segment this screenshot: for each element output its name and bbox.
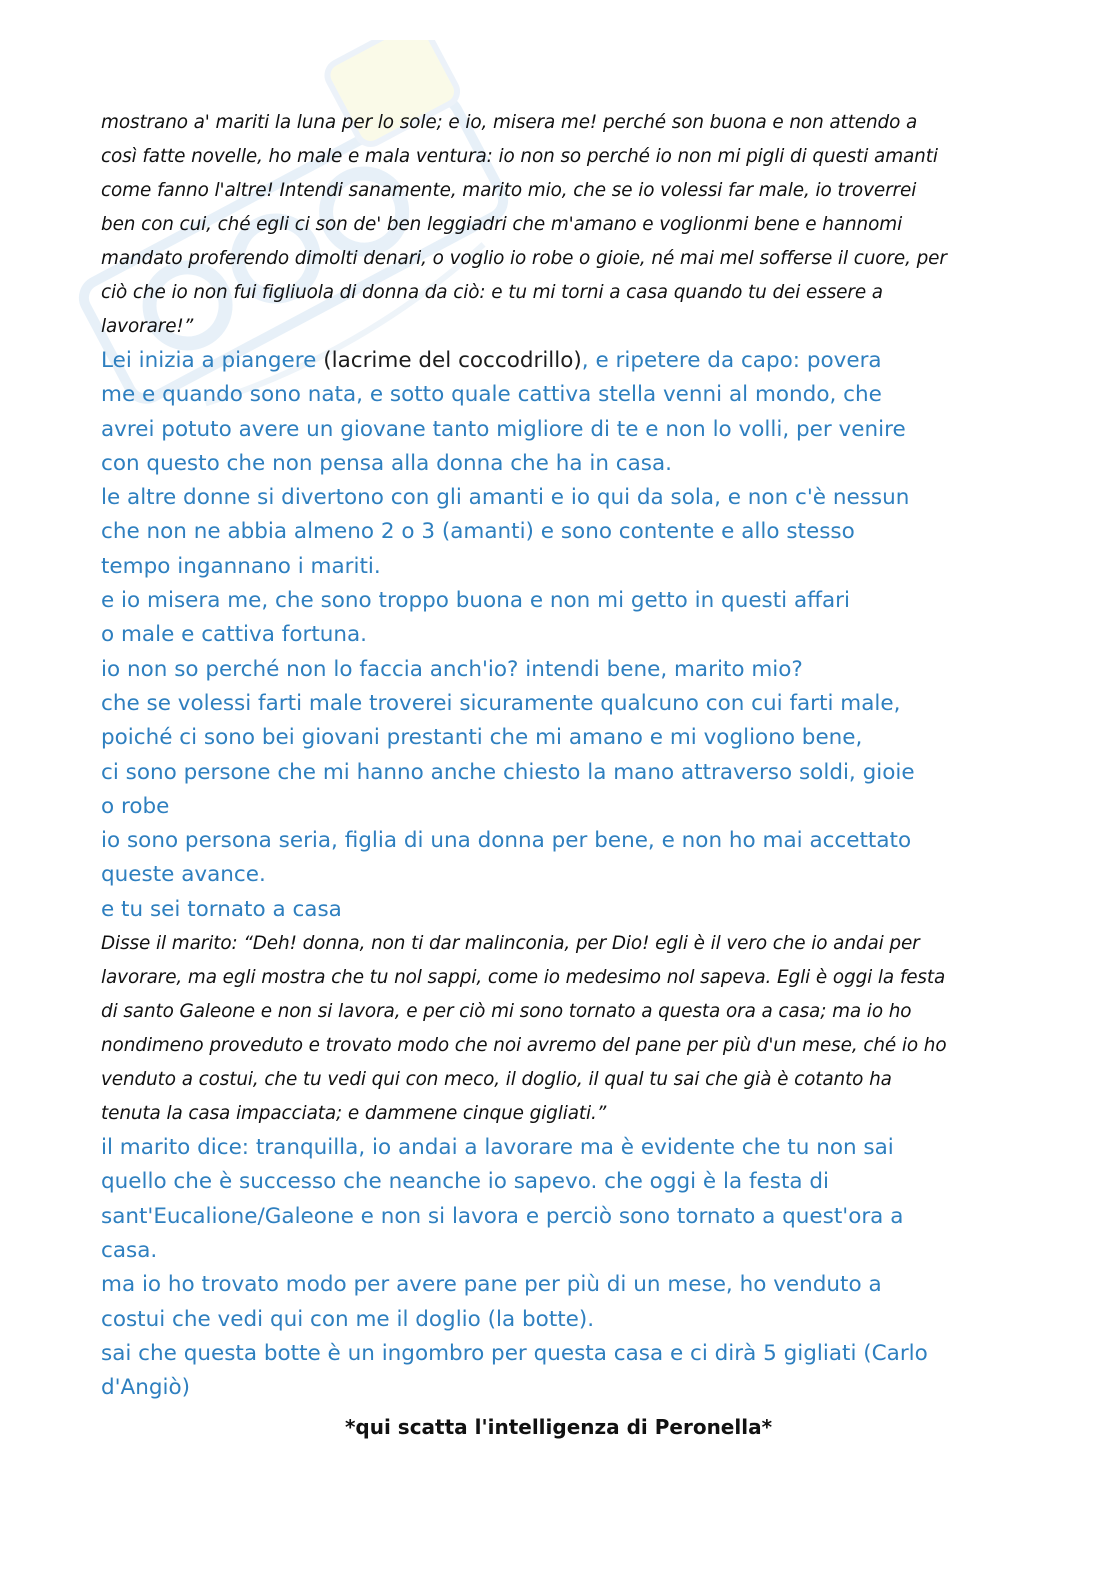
quote-line: ciò che io non fui figliuola di donna da ciò: e tu mi torni a casa quando tu dei essere a (101, 282, 883, 303)
paraphrase-line: con questo che non pensa alla donna che ha in casa. (101, 450, 672, 476)
closing-note: *qui scatta l'intelligenza di Peronella* (344, 1415, 773, 1440)
paraphrase-first-line (101, 344, 1016, 378)
quote-line: Disse il marito: “Deh! donna, non ti dar malinconia, per Dio! egli è il vero che io andai per (101, 933, 920, 955)
quote-line: venduto a costui, che tu vedi qui con meco, il doglio, il qual tu sai che già è cotanto ha (101, 1069, 892, 1091)
quote-line: ben con cui, ché egli ci son de' ben leggiadri che m'amano e voglionmi bene e hannomi (101, 214, 903, 235)
quote-line: mandato proferendo dimolti denari, o voglio io robe o gioie, né mai mel sofferse il cuore, per (101, 248, 947, 269)
paraphrase-line: me e quando sono nata, e sotto quale cattiva stella venni al mondo, che (101, 382, 882, 408)
paraphrase-line: casa. (101, 1237, 158, 1263)
paraphrase-line: costui che vedi qui con me il doglio (la botte). (101, 1306, 595, 1332)
quote-line: lavorare, ma egli mostra che tu nol sappi, come io medesimo nol sapeva. Egli è oggi la festa (101, 967, 946, 989)
paraphrase-line: le altre donne si divertono con gli amanti e io qui da sola, e non c'è nessun (101, 485, 910, 511)
paraphrase-line: queste avance. (101, 862, 266, 888)
quote-line: così fatte novelle, ho male e mala ventura: io non so perché io non mi pigli di questi amanti (101, 146, 938, 167)
boccaccio-quote-husband (101, 927, 1016, 1131)
paraphrase-line: ma io ho trovato modo per avere pane per più di un mese, ho venduto a (101, 1272, 882, 1298)
paraphrase-line: d'Angiò) (101, 1375, 191, 1401)
paraphrase-line: tempo ingannano i mariti. (101, 553, 381, 579)
quote-line: di santo Galeone e non si lavora, e per ciò mi sono tornato a questa ora a casa; ma io ho (101, 1001, 912, 1023)
boccaccio-quote-wife (101, 106, 1016, 344)
paraphrase-text: , e ripetere da capo: povera (581, 348, 882, 373)
paraphrase-line: sant'Eucalione/Galeone e non si lavora e perciò sono tornato a quest'ora a (101, 1203, 904, 1229)
paraphrase-line: che non ne abbia almeno 2 o 3 (amanti) e sono contente e allo stesso (101, 519, 855, 545)
paraphrase-line: poiché ci sono bei giovani prestanti che mi amano e mi vogliono bene, (101, 725, 863, 751)
paraphrase-line: ci sono persone che mi hanno anche chiesto la mano attraverso soldi, gioie (101, 759, 915, 785)
quote-line: lavorare!” (101, 316, 194, 337)
quote-line: nondimeno proveduto e trovato modo che noi avremo del pane per più d'un mese, ché io ho (101, 1035, 947, 1057)
quote-line: come fanno l'altre! Intendi sanamente, marito mio, che se io volessi far male, io troverrei (101, 180, 917, 201)
quote-line: mostrano a' mariti la luna per lo sole; e io, misera me! perché son buona e non attendo a (101, 112, 918, 133)
paraphrase-line: che se volessi farti male troverei sicuramente qualcuno con cui farti male, (101, 690, 901, 716)
paraphrase-line: io sono persona seria, figlia di una donna per bene, e non ho mai accettato (101, 828, 912, 854)
paraphrase-line: e tu sei tornato a casa (101, 896, 342, 922)
paraphrase-line: io non so perché non lo faccia anch'io? intendi bene, marito mio? (101, 656, 803, 682)
paraphrase-wife (101, 344, 1016, 927)
paraphrase-aside: (lacrime del coccodrillo) (323, 348, 582, 373)
paraphrase-text: Lei inizia a piangere (101, 348, 324, 373)
document-body (101, 106, 1016, 1445)
paraphrase-line: il marito dice: tranquilla, io andai a lavorare ma è evidente che tu non sai (101, 1135, 894, 1161)
paraphrase-line: avrei potuto avere un giovane tanto migliore di te e non lo volli, per venire (101, 416, 906, 442)
paraphrase-line: quello che è successo che neanche io sapevo. che oggi è la festa di (101, 1169, 830, 1195)
paraphrase-line: o male e cattiva fortuna. (101, 622, 368, 648)
paraphrase-line: o robe (101, 793, 170, 819)
quote-line: tenuta la casa impacciata; e dammene cinque gigliati.” (101, 1103, 607, 1125)
paraphrase-line: sai che questa botte è un ingombro per questa casa e ci dirà 5 gigliati (Carlo (101, 1340, 928, 1366)
paraphrase-husband (101, 1131, 1016, 1405)
paraphrase-line: e io misera me, che sono troppo buona e non mi getto in questi affari (101, 588, 850, 614)
